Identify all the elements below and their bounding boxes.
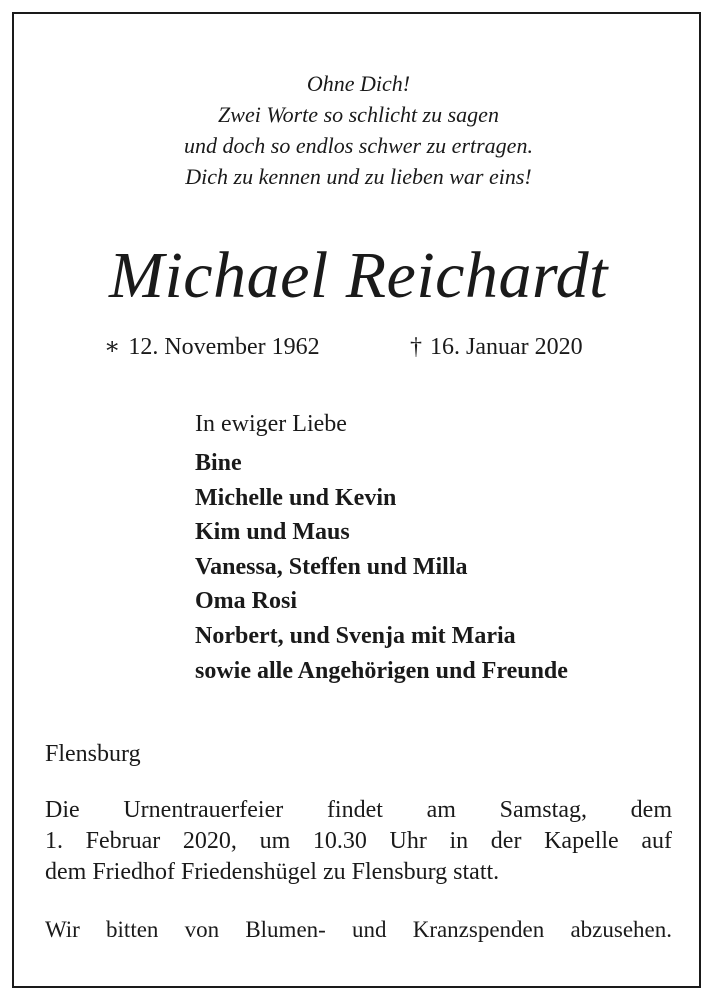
ceremony-notice <box>45 795 672 888</box>
ceremony-line: Die Urnentrauerfeier findet am Samstag, dem <box>45 797 672 823</box>
family-member: Kim und Maus <box>195 519 350 546</box>
death-date-line <box>410 332 583 362</box>
family-member: Vanessa, Steffen und Milla <box>195 553 468 580</box>
obituary-frame <box>12 12 701 988</box>
ceremony-line: 1. Februar 2020, um 10.30 Uhr in der Kapelle auf <box>45 828 672 854</box>
birth-date: 12. November 1962 <box>128 334 320 360</box>
birth-date-line <box>104 332 320 362</box>
poem-line: Zwei Worte so schlicht zu sagen <box>218 102 499 127</box>
family-intro: In ewiger Liebe <box>195 411 347 437</box>
family-member: sowie alle Angehörigen und Freunde <box>195 657 568 684</box>
family-member: Michelle und Kevin <box>195 484 397 511</box>
ceremony-line: dem Friedhof Friedenshügel zu Flensburg statt. <box>45 859 500 885</box>
poem-line: und doch so endlos schwer zu ertragen. <box>184 133 533 158</box>
family-member: Norbert, und Svenja mit Maria <box>195 622 516 649</box>
birth-star-icon: ∗ <box>104 334 121 360</box>
poem-line: Dich zu kennen und zu lieben war eins! <box>185 164 532 189</box>
family-section <box>195 408 695 688</box>
family-member: Oma Rosi <box>195 588 297 615</box>
death-date: 16. Januar 2020 <box>430 334 583 360</box>
death-cross-icon: † <box>410 334 422 360</box>
family-member: Bine <box>195 450 242 476</box>
flower-request: Wir bitten von Blumen- und Kranzspenden abzusehen. <box>45 917 672 942</box>
memorial-poem <box>14 68 703 192</box>
deceased-name: Michael Reichardt <box>108 239 609 312</box>
place-name: Flensburg <box>45 741 141 767</box>
poem-line: Ohne Dich! <box>306 71 411 96</box>
